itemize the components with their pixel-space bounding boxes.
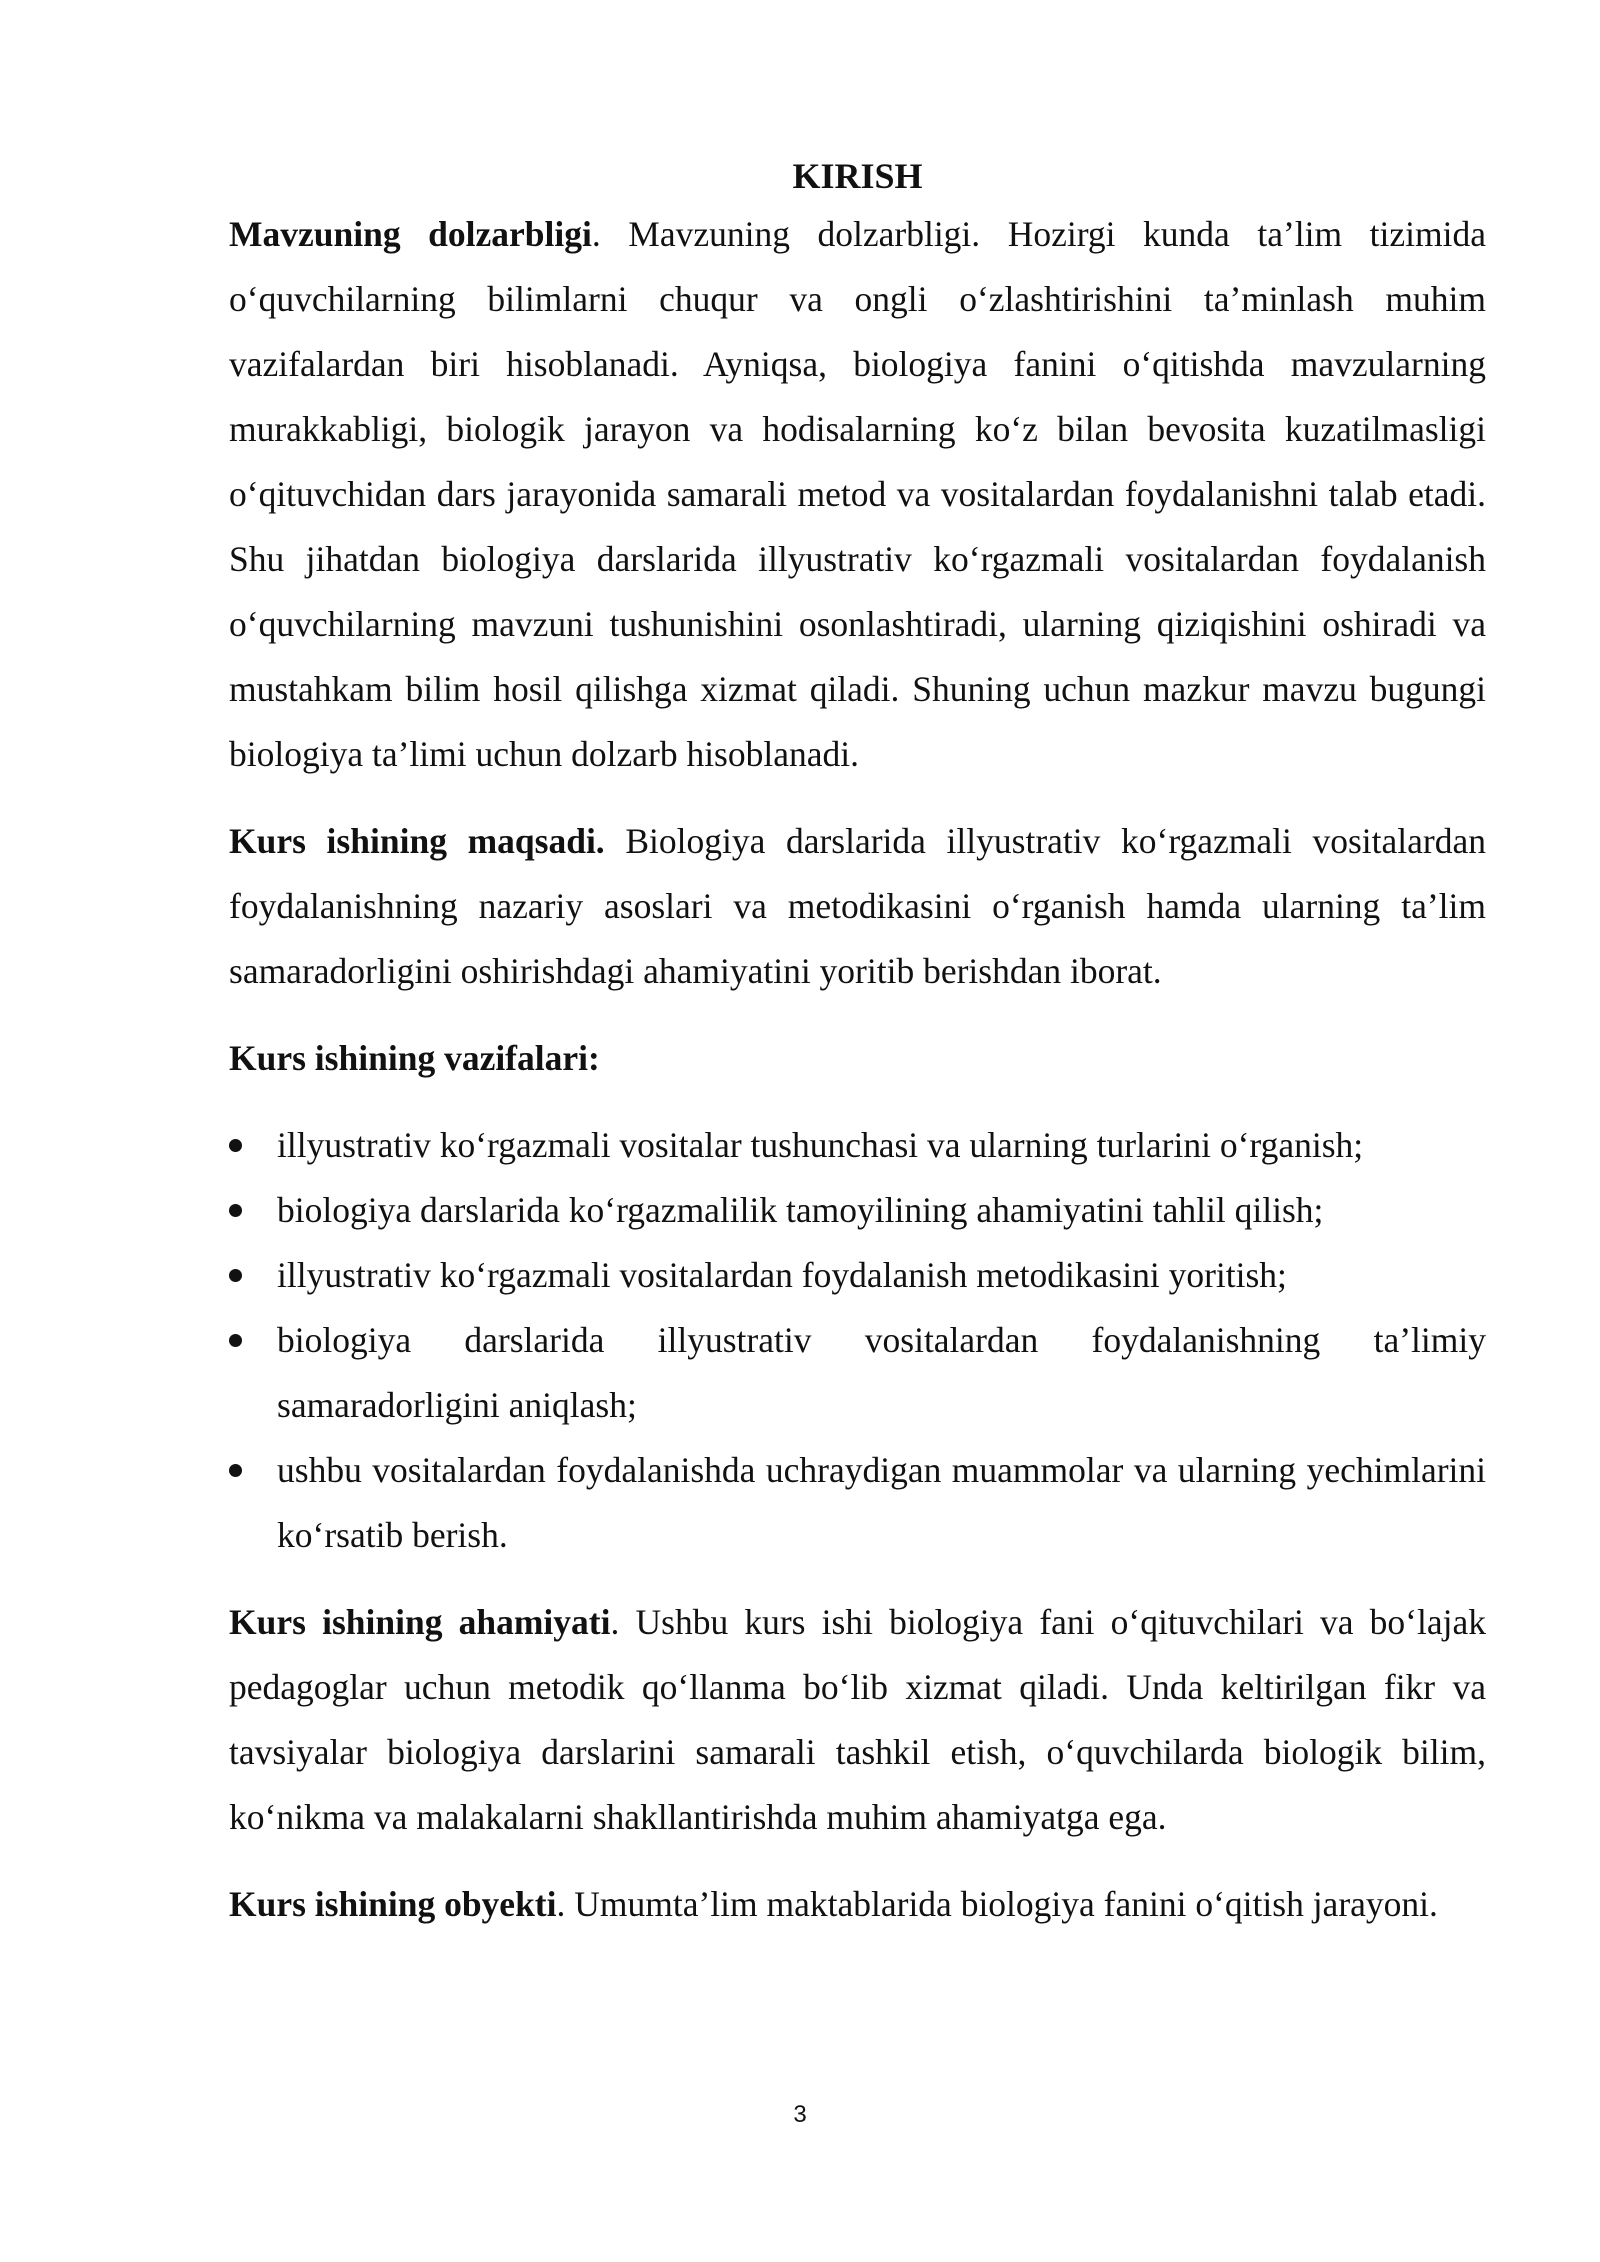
list-item	[229, 1113, 1486, 1178]
bullet-icon	[229, 1204, 242, 1217]
object-paragraph	[229, 1872, 1486, 1937]
task-text: illyustrativ ko‘rgazmali vositalar tushunchasi va ularning turlarini o‘rganish;	[277, 1125, 1364, 1165]
list-item	[229, 1308, 1486, 1438]
list-item	[229, 1178, 1486, 1243]
relevance-text: . Mavzuning dolzarbligi. Hozirgi kunda ta’lim tizimida o‘quvchilarning bilimlarni chuqur va ongli o‘zlashtirishini ta’minlash muhim vazifalardan biri hisoblanadi. Ayniqsa, biologiya fanini o‘qitishda mavzularning murakkabligi, biologik jarayon va hodisalarning ko‘z bilan bevosita kuzatilmasligi o‘qituvchidan dars jarayonida samarali metod va vositalardan foydalanishni talab etadi. Shu jihatdan biologiya darslarida illyustrativ ko‘rgazmali vositalardan foydalanish o‘quvchilarning mavzuni tushunishini osonlashtiradi, ularning qiziqishini oshiradi va mustahkam bilim hosil qilishga xizmat qiladi. Shuning uchun mazkur mavzu bugungi biologiya ta’limi uchun dolzarb hisoblanadi.	[229, 214, 1486, 774]
importance-label: Kurs ishining ahamiyati	[229, 1602, 611, 1642]
task-text: illyustrativ ko‘rgazmali vositalardan foydalanish metodikasini yoritish;	[277, 1255, 1287, 1295]
bullet-icon	[229, 1269, 242, 1282]
task-text: biologiya darslarida ko‘rgazmalilik tamoyilining ahamiyatini tahlil qilish;	[277, 1190, 1324, 1230]
object-label: Kurs ishining obyekti	[229, 1884, 557, 1924]
goal-text: Biologiya darslarida illyustrativ ko‘rgazmali vositalardan foydalanishning nazariy asoslari va metodikasini o‘rganish hamda ularning ta’lim samaradorligini oshirishdagi ahamiyatini yoritib berishdan iborat.	[229, 821, 1486, 991]
importance-paragraph	[229, 1590, 1486, 1850]
page-number: 3	[793, 2101, 807, 2128]
list-item	[229, 1243, 1486, 1308]
bullet-icon	[229, 1464, 242, 1477]
task-text: biologiya darslarida illyustrativ vositalardan foydalanishning ta’limiy samaradorligini aniqlash;	[277, 1320, 1486, 1425]
bullet-icon	[229, 1334, 242, 1347]
task-text: ushbu vositalardan foydalanishda uchraydigan muammolar va ularning yechimlarini ko‘rsatib berish.	[277, 1450, 1486, 1555]
list-item	[229, 1438, 1486, 1568]
page-content	[229, 150, 1486, 1937]
page-title: KIRISH	[792, 156, 923, 196]
object-text: . Umumta’lim maktablarida biologiya fanini o‘qitish jarayoni.	[556, 1884, 1438, 1924]
importance-text: . Ushbu kurs ishi biologiya fani o‘qituvchilari va bo‘lajak pedagoglar uchun metodik qo‘llanma bo‘lib xizmat qiladi. Unda keltirilgan fikr va tavsiyalar biologiya darslarini samarali tashkil etish, o‘quvchilarda biologik bilim, ko‘nikma va malakalarni shakllantirishda muhim ahamiyatga ega.	[229, 1602, 1486, 1837]
goal-paragraph	[229, 809, 1486, 1004]
bullet-icon	[229, 1139, 242, 1152]
relevance-label: Mavzuning dolzarbligi	[229, 214, 592, 254]
goal-label: Kurs ishining maqsadi.	[229, 821, 605, 861]
relevance-paragraph	[229, 202, 1486, 787]
tasks-list	[229, 1113, 1486, 1568]
tasks-heading: Kurs ishining vazifalari:	[229, 1038, 600, 1078]
